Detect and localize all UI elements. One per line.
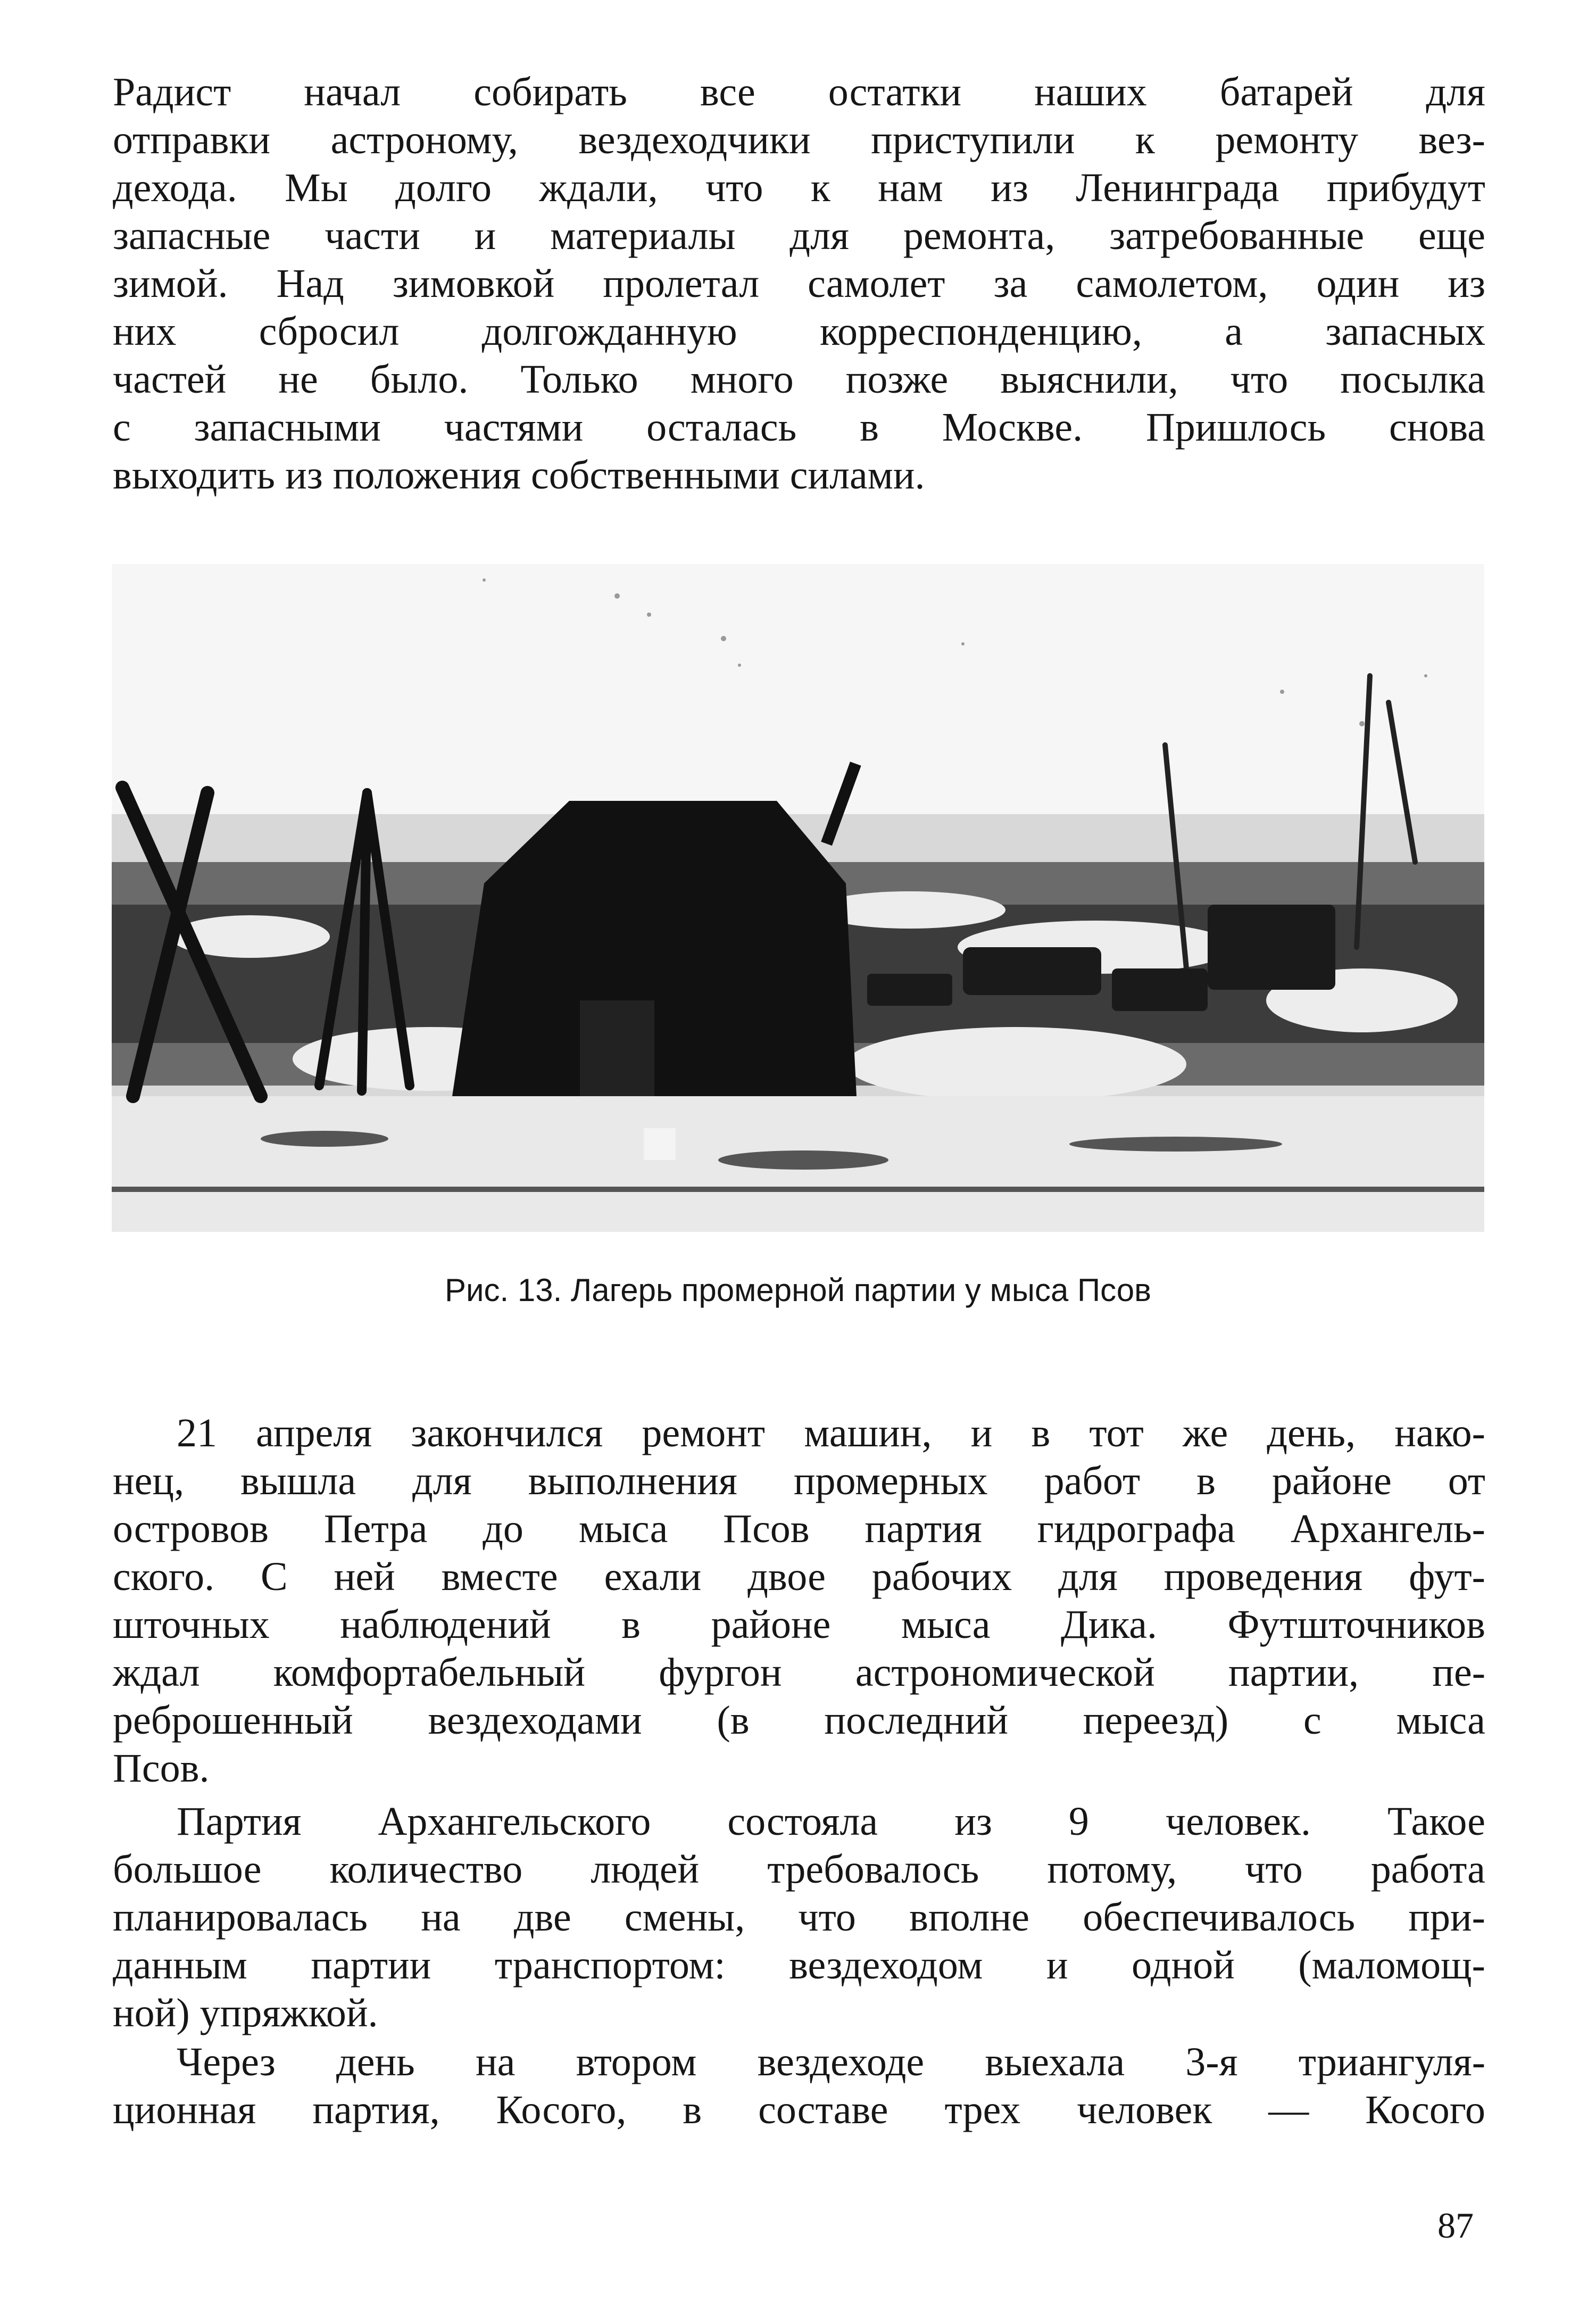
text-line: шточных наблюдений в районе мыса Дика. Футшточников xyxy=(113,1602,1485,1647)
figure-caption: Рис. 13. Лагерь промерной партии у мыса Псов xyxy=(444,1272,1152,1308)
text-line: с запасными частями осталась в Москве. Пришлось снова xyxy=(113,405,1485,450)
page-number: 87 xyxy=(1437,2205,1474,2246)
text-line: большое количество людей требовалось потому, что работа xyxy=(113,1847,1485,1892)
text-line: частей не было. Только много позже выяснили, что посылка xyxy=(113,357,1485,402)
figure-photo xyxy=(112,564,1484,1232)
text-line: них сбросил долгожданную корреспонденцию, а запасных xyxy=(113,309,1485,354)
text-line: реброшенный вездеходами (в последний переезд) с мыса xyxy=(113,1698,1485,1743)
text-line: островов Петра до мыса Псов партия гидрографа Архангель- xyxy=(113,1506,1485,1551)
text-line: выходить из положения собственными силами. xyxy=(113,453,925,498)
text-line: дехода. Мы долго ждали, что к нам из Ленинграда прибудут xyxy=(113,165,1485,210)
text-line: Через день на втором вездеходе выехала 3-я триангуля- xyxy=(177,2040,1485,2084)
paragraph-4 xyxy=(113,2038,1485,2134)
text-line: планировалась на две смены, что вполне обеспечивалось при- xyxy=(113,1895,1485,1940)
text-line: Партия Архангельского состояла из 9 человек. Такое xyxy=(177,1799,1485,1844)
text-line: зимой. Над зимовкой пролетал самолет за самолетом, один из xyxy=(113,261,1485,306)
paragraph-2 xyxy=(113,1409,1485,1792)
text-line: Псов. xyxy=(113,1746,210,1791)
text-line: 21 апреля закончился ремонт машин, и в тот же день, нако- xyxy=(177,1411,1485,1455)
text-line: запасные части и материалы для ремонта, затребованные еще xyxy=(113,213,1485,258)
paragraph-3 xyxy=(113,1798,1485,2037)
paragraph-1 xyxy=(113,68,1485,499)
camp-photo-image xyxy=(112,564,1484,1232)
text-line: отправки астроному, вездеходчики приступили к ремонту вез- xyxy=(113,118,1485,162)
text-line: ной) упряжкой. xyxy=(113,1991,378,2035)
text-line: ционная партия, Косого, в составе трех человек — Косого xyxy=(113,2088,1485,2132)
text-line: ждал комфортабельный фургон астрономической партии, пе- xyxy=(113,1650,1485,1695)
text-line: Радист начал собирать все остатки наших батарей для xyxy=(113,70,1485,114)
text-line: данным партии транспортом: вездеходом и одной (маломощ- xyxy=(113,1943,1485,1988)
text-line: нец, вышла для выполнения промерных работ в районе от xyxy=(113,1459,1485,1503)
text-line: ского. С ней вместе ехали двое рабочих для проведения фут- xyxy=(113,1554,1485,1599)
